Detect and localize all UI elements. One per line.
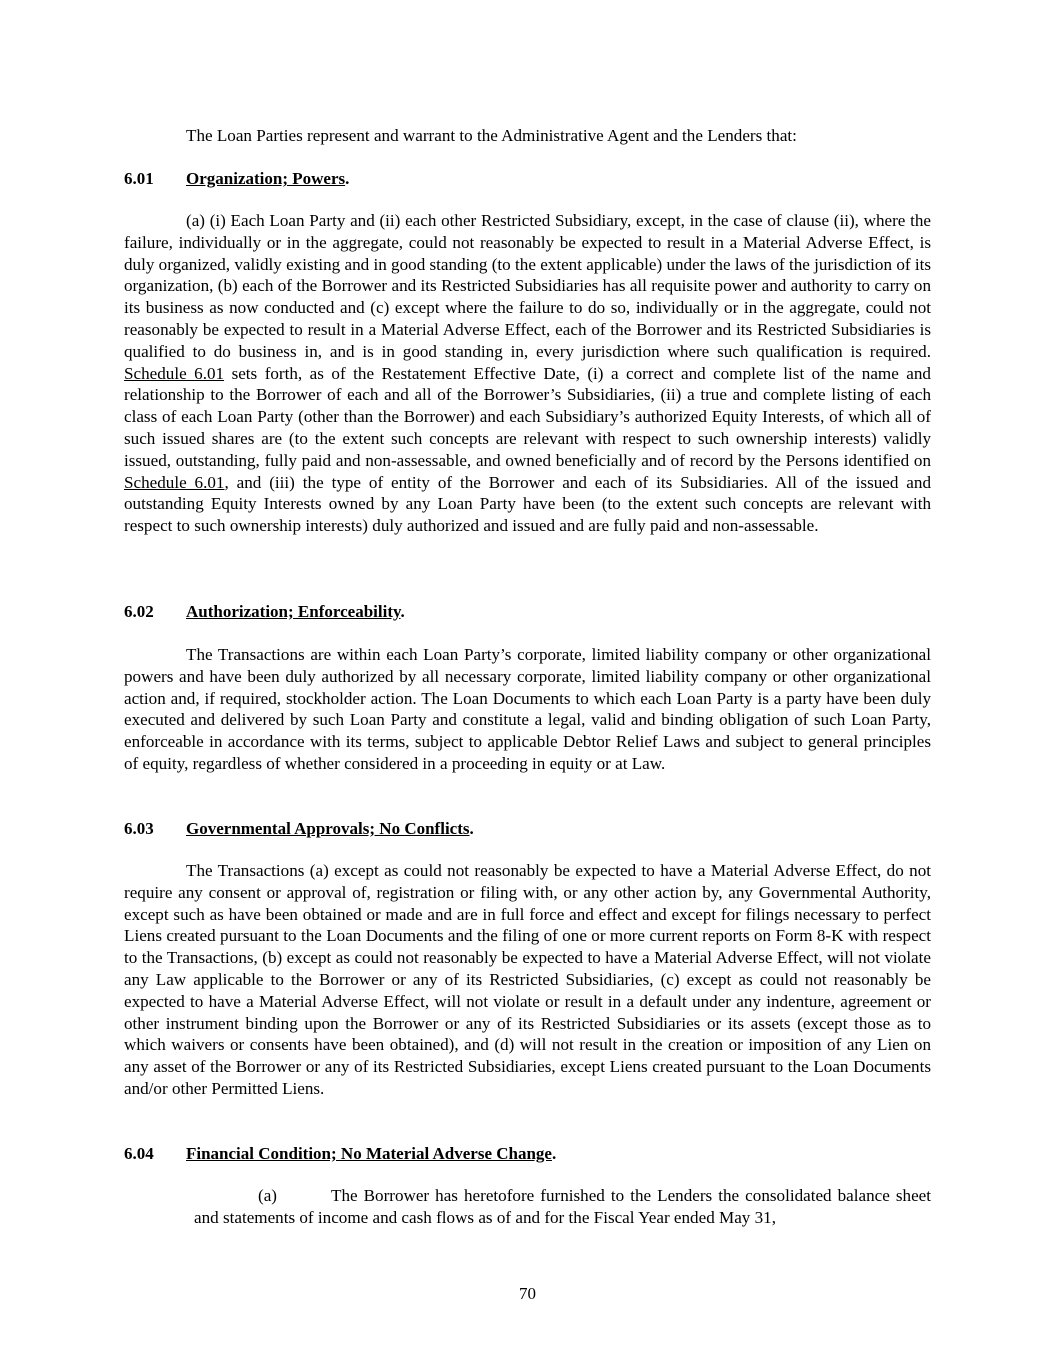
section-6-01-body [124, 210, 931, 537]
section-6-01-text-1: (a) (i) Each Loan Party and (ii) each other Restricted Subsidiary, except, in the case of clause (ii), where the failure, individually or in the aggregate, could not reasonably be expected to result in a Material Adverse Effect, is duly organized, validly existing and in good standing (to the extent applicable) under the laws of the jurisdiction of its organization, (b) each of the Borrower and its Restricted Subsidiaries has all requisite power and authority to carry on its business as now conducted and (c) except where the failure to do so, individually or in the aggregate, could not reasonably be expected to result in a Material Adverse Effect, each of the Borrower and its Restricted Subsidiaries is qualified to do business in, and is in good standing in, every jurisdiction where such qualification is required. [124, 211, 931, 361]
section-title: Governmental Approvals; No Conflicts [186, 819, 470, 838]
section-number: 6.02 [124, 602, 154, 621]
section-number: 6.01 [124, 169, 154, 188]
section-heading-6-01: 6.01 Organization; Powers. [124, 169, 350, 188]
section-title: Financial Condition; No Material Adverse Change [186, 1144, 552, 1163]
section-title: Organization; Powers [186, 169, 346, 188]
section-6-04-subparagraph-a [194, 1185, 931, 1229]
subparagraph-text: The Borrower has heretofore furnished to the Lenders the consolidated balance sheet and statements of income and cash flows as of and for the Fiscal Year ended May 31, [194, 1186, 931, 1227]
section-6-02-body: The Transactions are within each Loan Party’s corporate, limited liability company or other organizational powers and have been duly authorized by all necessary corporate, limited liability company or other organizational action and, if required, stockholder action. The Loan Documents to which each Loan Party is a party have been duly executed and delivered by such Loan Party and constitute a legal, valid and binding obligation of such Loan Party, enforceable in accordance with its terms, subject to applicable Debtor Relief Laws and subject to general principles of equity, regardless of whether considered in a proceeding in equity or at Law. [124, 645, 931, 773]
section-heading-6-04: 6.04 Financial Condition; No Material Adverse Change. [124, 1144, 557, 1163]
section-heading-6-03: 6.03 Governmental Approvals; No Conflicts. [124, 819, 474, 838]
section-6-03-body: The Transactions (a) except as could not reasonably be expected to have a Material Adverse Effect, do not require any consent or approval of, registration or filing with, or any other action by, any Governmental Authority, except such as have been obtained or made and are in full force and effect and except for filings necessary to perfect Liens created pursuant to the Loan Documents and the filing of one or more current reports on Form 8-K with respect to the Transactions, (b) except as could not reasonably be expected to have a Material Adverse Effect, will not violate any Law applicable to the Borrower or any of its Restricted Subsidiaries, (c) except as could not reasonably be expected to have a Material Adverse Effect, will not violate or result in a default under any indenture, agreement or other instrument binding upon the Borrower or any of its Restricted Subsidiaries or its assets (except those as to which waivers or consents have been obtained), and (d) will not result in the creation or imposition of any Lien on any asset of the Borrower or any of its Restricted Subsidiaries, except Liens created pursuant to the Loan Documents and/or other Permitted Liens. [124, 861, 931, 1098]
schedule-6-01-reference: Schedule 6.01 [124, 472, 225, 492]
section-title: Authorization; Enforceability [186, 602, 401, 621]
page-number: 70 [519, 1284, 536, 1303]
section-number: 6.03 [124, 819, 154, 838]
section-6-01-text-2: sets forth, as of the Restatement Effective Date, (i) a correct and complete list of the name and relationship to the Borrower of each and all of the Borrower’s Subsidiaries, (ii) a true and complete listing of each class of each Loan Party (other than the Borrower) and each Subsidiary’s authorized Equity Interests, of which all of such issued shares are (to the extent such concepts are relevant with respect to such ownership interests) validly issued, outstanding, fully paid and non-assessable, and owned beneficially and of record by the Persons identified on [124, 363, 931, 470]
section-number: 6.04 [124, 1144, 154, 1163]
schedule-6-01-reference: Schedule 6.01 [124, 363, 225, 383]
intro-paragraph: The Loan Parties represent and warrant to the Administrative Agent and the Lenders that: [186, 126, 797, 145]
subparagraph-label: (a) [258, 1186, 277, 1205]
section-6-01-text-3: , and (iii) the type of entity of the Borrower and each of its Subsidiaries. All of the issued and outstanding Equity Interests owned by any Loan Party have been (to the extent such concepts are relevant with respect to such ownership interests) duly authorized and issued and are fully paid and non-assessable. [124, 472, 931, 536]
section-heading-6-02: 6.02 Authorization; Enforceability. [124, 602, 405, 621]
document-page [124, 0, 931, 1365]
